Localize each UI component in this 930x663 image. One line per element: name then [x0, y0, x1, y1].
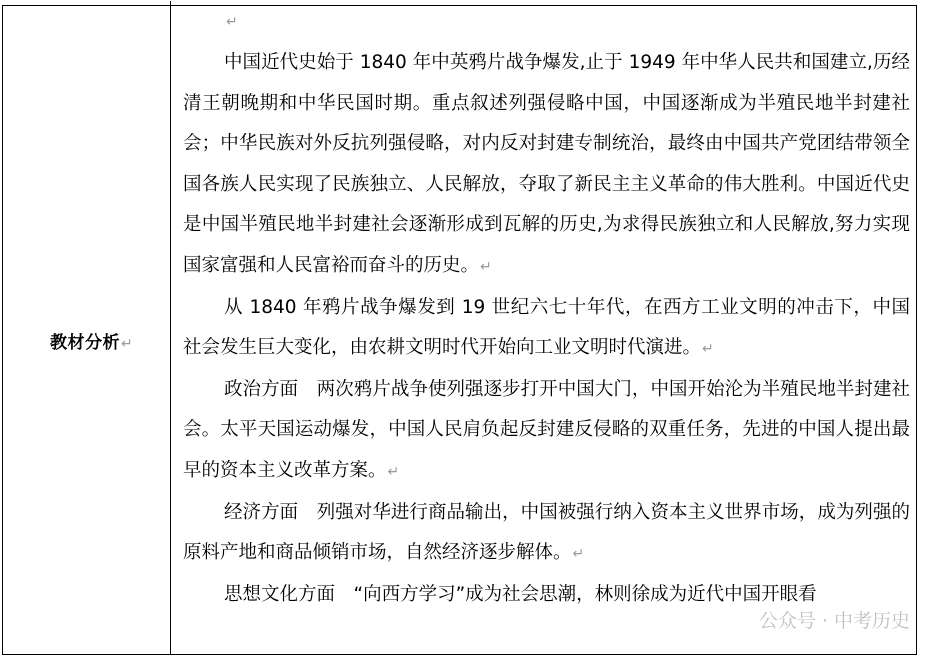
paragraph-text: 政治方面 两次鸦片战争使列强逐步打开中国大门，中国开始沦为半殖民地半封建社会。太平天国运动爆发，中国人民肩负起反封建反侵略的双重任务，先进的中国人提出最早的资本主义改革方案。: [183, 378, 910, 481]
paragraph-text: 思想文化方面 “向西方学习”成为社会思潮，林则徐成为近代中国开眼看: [224, 583, 817, 605]
paragraph-text: 经济方面 列强对华进行商品输出，中国被强行纳入资本主义世界市场，成为列强的原料产地和商品倾销市场，自然经济逐步解体。: [183, 501, 910, 564]
paragraph-economy: [183, 493, 910, 575]
label-cell: [3, 6, 170, 654]
paragraph-mark-icon: ↵: [121, 336, 134, 352]
paragraph-mark-icon: ↵: [226, 14, 238, 30]
paragraph-intro: [183, 43, 910, 288]
watermark: 公众号 · 中考历史: [758, 610, 910, 632]
document-table: [2, 5, 917, 655]
empty-paragraph: [183, 6, 910, 35]
paragraph-mark-icon: ↵: [572, 546, 585, 563]
paragraph-text: 从 1840 年鸦片战争爆发到 19 世纪六七十年代，在西方工业文明的冲击下，中国社会发生巨大变化，由农耕文明时代开始向工业文明时代演进。: [183, 296, 910, 359]
row-label: [50, 328, 133, 353]
paragraph-overview: [183, 288, 910, 370]
paragraph-mark-icon: ↵: [702, 341, 714, 358]
content-cell: [183, 6, 910, 615]
paragraph-text: 中国近代史始于 1840 年中英鸦片战争爆发,止于 1949 年中华人民共和国建立,历经清王朝晚期和中华民国时期。重点叙述列强侵略中国，中国逐渐成为半殖民地半封建社会；中华民族对外反抗列强侵略，对内反对封建专制统治，最终由中国共产党团结带领全国各族人民实现了民族独立、人民解放，夺取了新民主主义革命的伟大胜利。中国近代史是中国半殖民地半封建社会逐渐形成到瓦解的历史,为求得民族独立和人民解放,努力实现国家富强和人民富裕而奋斗的历史。: [183, 52, 910, 276]
paragraph-culture: [183, 575, 910, 616]
paragraph-mark-icon: ↵: [387, 463, 400, 480]
column-divider: [170, 6, 171, 654]
paragraph-mark-icon: ↵: [480, 258, 492, 275]
row-label-text: 教材分析: [50, 333, 120, 353]
paragraph-politics: [183, 370, 910, 493]
